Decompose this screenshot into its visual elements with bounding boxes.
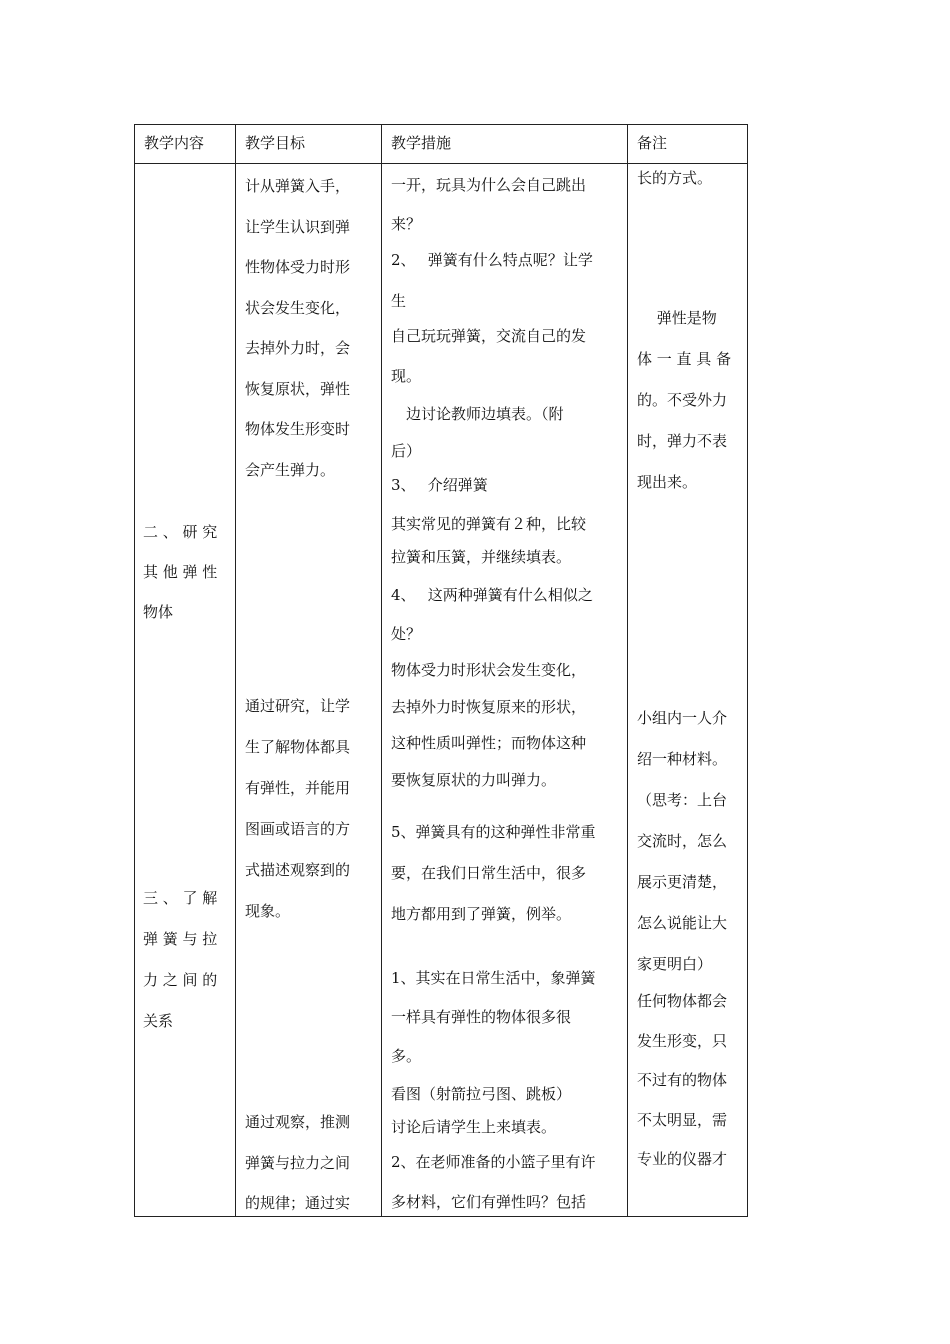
goal-line: 有弹性，并能用: [245, 779, 351, 797]
measure-para-1: [391, 166, 619, 244]
measure-line: 自己玩玩弹簧，交流自己的发: [391, 327, 587, 345]
content-section-2: [143, 512, 227, 632]
measure-line: 边讨论教师边填表。（附: [391, 405, 564, 423]
note-block-2: [637, 298, 741, 503]
content-section-3: [143, 878, 227, 1042]
measure-line: 地方都用到了弹簧，例举。: [391, 905, 572, 923]
goal-block-3: [245, 1102, 375, 1224]
goal-line: 去掉外力时，会: [245, 339, 351, 357]
measure-line: 多材料，它们有弹性吗？包括: [391, 1193, 587, 1211]
measure-para-12: [391, 1142, 619, 1222]
note-line: 绍一种材料。: [637, 750, 728, 768]
measure-line: 处？: [391, 625, 422, 643]
content-line: 关系: [143, 1012, 174, 1030]
goal-line: 图画或语言的方: [245, 820, 351, 838]
measure-line: 1、其实在日常生活中，象弹簧: [391, 969, 596, 987]
header-content: 教学内容: [144, 134, 205, 152]
note-line: 现出来。: [637, 473, 698, 491]
note-line: 不过有的物体: [637, 1071, 728, 1089]
measure-line: 4、 这两种弹簧有什么相似之: [391, 586, 593, 604]
note-line: 体 一 直 具 备: [637, 350, 732, 368]
measure-line: 看图（射箭拉弓图、跳板）: [391, 1085, 572, 1103]
goal-block-1: [245, 166, 375, 490]
goal-line: 通过研究，让学: [245, 697, 351, 715]
measure-line: 要恢复原状的力叫弹力。: [391, 770, 557, 789]
header-measure: 教学措施: [391, 134, 452, 152]
note-line: 的。不受外力: [637, 391, 728, 409]
measure-para-5: [391, 472, 619, 498]
measure-para-2: [391, 240, 619, 322]
column-divider: [381, 125, 382, 1216]
note-line: 怎么说能让大: [637, 914, 728, 932]
content-line: 三 、 了 解: [143, 889, 218, 907]
note-line: 长的方式。: [637, 169, 713, 187]
measure-para-6: [391, 508, 619, 574]
goal-line: 现象。: [245, 902, 291, 920]
measure-line: 这种性质叫弹性；而物体这种: [391, 734, 587, 752]
note-line: 交流时，怎么: [637, 832, 728, 850]
measure-line: 多。: [391, 1047, 422, 1065]
header-goal: 教学目标: [245, 134, 306, 152]
note-line: 时，弹力不表: [637, 432, 728, 450]
measure-line: 物体受力时形状会发生变化，: [391, 661, 587, 679]
note-line: 家更明白）: [637, 955, 713, 973]
note-line: 发生形变，只: [637, 1031, 728, 1050]
goal-line: 物体发生形变时: [245, 420, 351, 438]
measure-para-7: [391, 576, 619, 654]
goal-line: 计从弹簧入手，: [245, 177, 351, 195]
measure-line: 拉簧和压簧，并继续填表。: [391, 548, 572, 566]
content-line: 物体: [143, 603, 174, 621]
content-line: 弹 簧 与 拉: [143, 930, 218, 948]
header-divider: [135, 163, 747, 164]
measure-line: 后）: [391, 442, 422, 460]
measure-line: 3、 介绍弹簧: [391, 476, 488, 494]
measure-para-4: [391, 396, 619, 470]
measure-para-10: [391, 959, 619, 1076]
note-line: 不太明显，需: [637, 1110, 728, 1129]
measure-para-3: [391, 316, 619, 396]
note-line: 专业的仪器才: [637, 1150, 728, 1168]
goal-line: 恢复原状，弹性: [245, 379, 351, 398]
note-block-3: [637, 698, 741, 985]
goal-line: 通过观察，推测: [245, 1113, 351, 1131]
goal-line: 式描述观察到的: [245, 861, 351, 879]
measure-line: 生: [391, 292, 407, 310]
goal-line: 让学生认识到弹: [245, 217, 351, 236]
goal-line: 会产生弹力。: [245, 460, 336, 479]
goal-line: 的规律；通过实: [245, 1194, 351, 1212]
note-line: 小组内一人介: [637, 709, 728, 727]
goal-line: 状会发生变化，: [245, 298, 351, 317]
measure-line: 5、弹簧具有的这种弹性非常重: [391, 823, 596, 841]
column-divider: [235, 125, 236, 1216]
goal-block-2: [245, 686, 375, 932]
measure-line: 一样具有弹性的物体很多很: [391, 1008, 572, 1026]
note-line: 弹性是物: [637, 309, 717, 327]
measure-line: 来？: [391, 215, 422, 233]
goal-line: 弹簧与拉力之间: [245, 1153, 351, 1172]
note-block-1: [637, 166, 741, 190]
measure-line: 现。: [391, 367, 422, 385]
measure-line: 讨论后请学生上来填表。: [391, 1118, 557, 1136]
note-block-4: [637, 982, 741, 1180]
measure-line: 2、在老师准备的小篮子里有许: [391, 1153, 596, 1171]
measure-line: 一开，玩具为什么会自己跳出: [391, 176, 587, 194]
measure-line: 要，在我们日常生活中，很多: [391, 864, 587, 882]
note-line: （思考：上台: [637, 791, 728, 809]
content-line: 其 他 弹 性: [143, 563, 218, 581]
measure-line: 其实常见的弹簧有２种，比较: [391, 515, 587, 533]
measure-para-8: [391, 652, 619, 798]
content-line: 力 之 间 的: [143, 971, 218, 989]
note-line: 任何物体都会: [637, 992, 728, 1010]
content-line: 二 、 研 究: [143, 523, 218, 541]
measure-para-9: [391, 812, 619, 935]
header-note: 备注: [637, 134, 668, 152]
measure-para-11: [391, 1078, 619, 1144]
goal-line: 生了解物体都具: [245, 738, 351, 756]
goal-line: 性物体受力时形: [245, 258, 351, 276]
note-line: 展示更清楚，: [637, 873, 728, 891]
column-divider: [627, 125, 628, 1216]
measure-line: 2、 弹簧有什么特点呢？让学: [391, 251, 593, 269]
measure-line: 去掉外力时恢复原来的形状，: [391, 697, 587, 716]
